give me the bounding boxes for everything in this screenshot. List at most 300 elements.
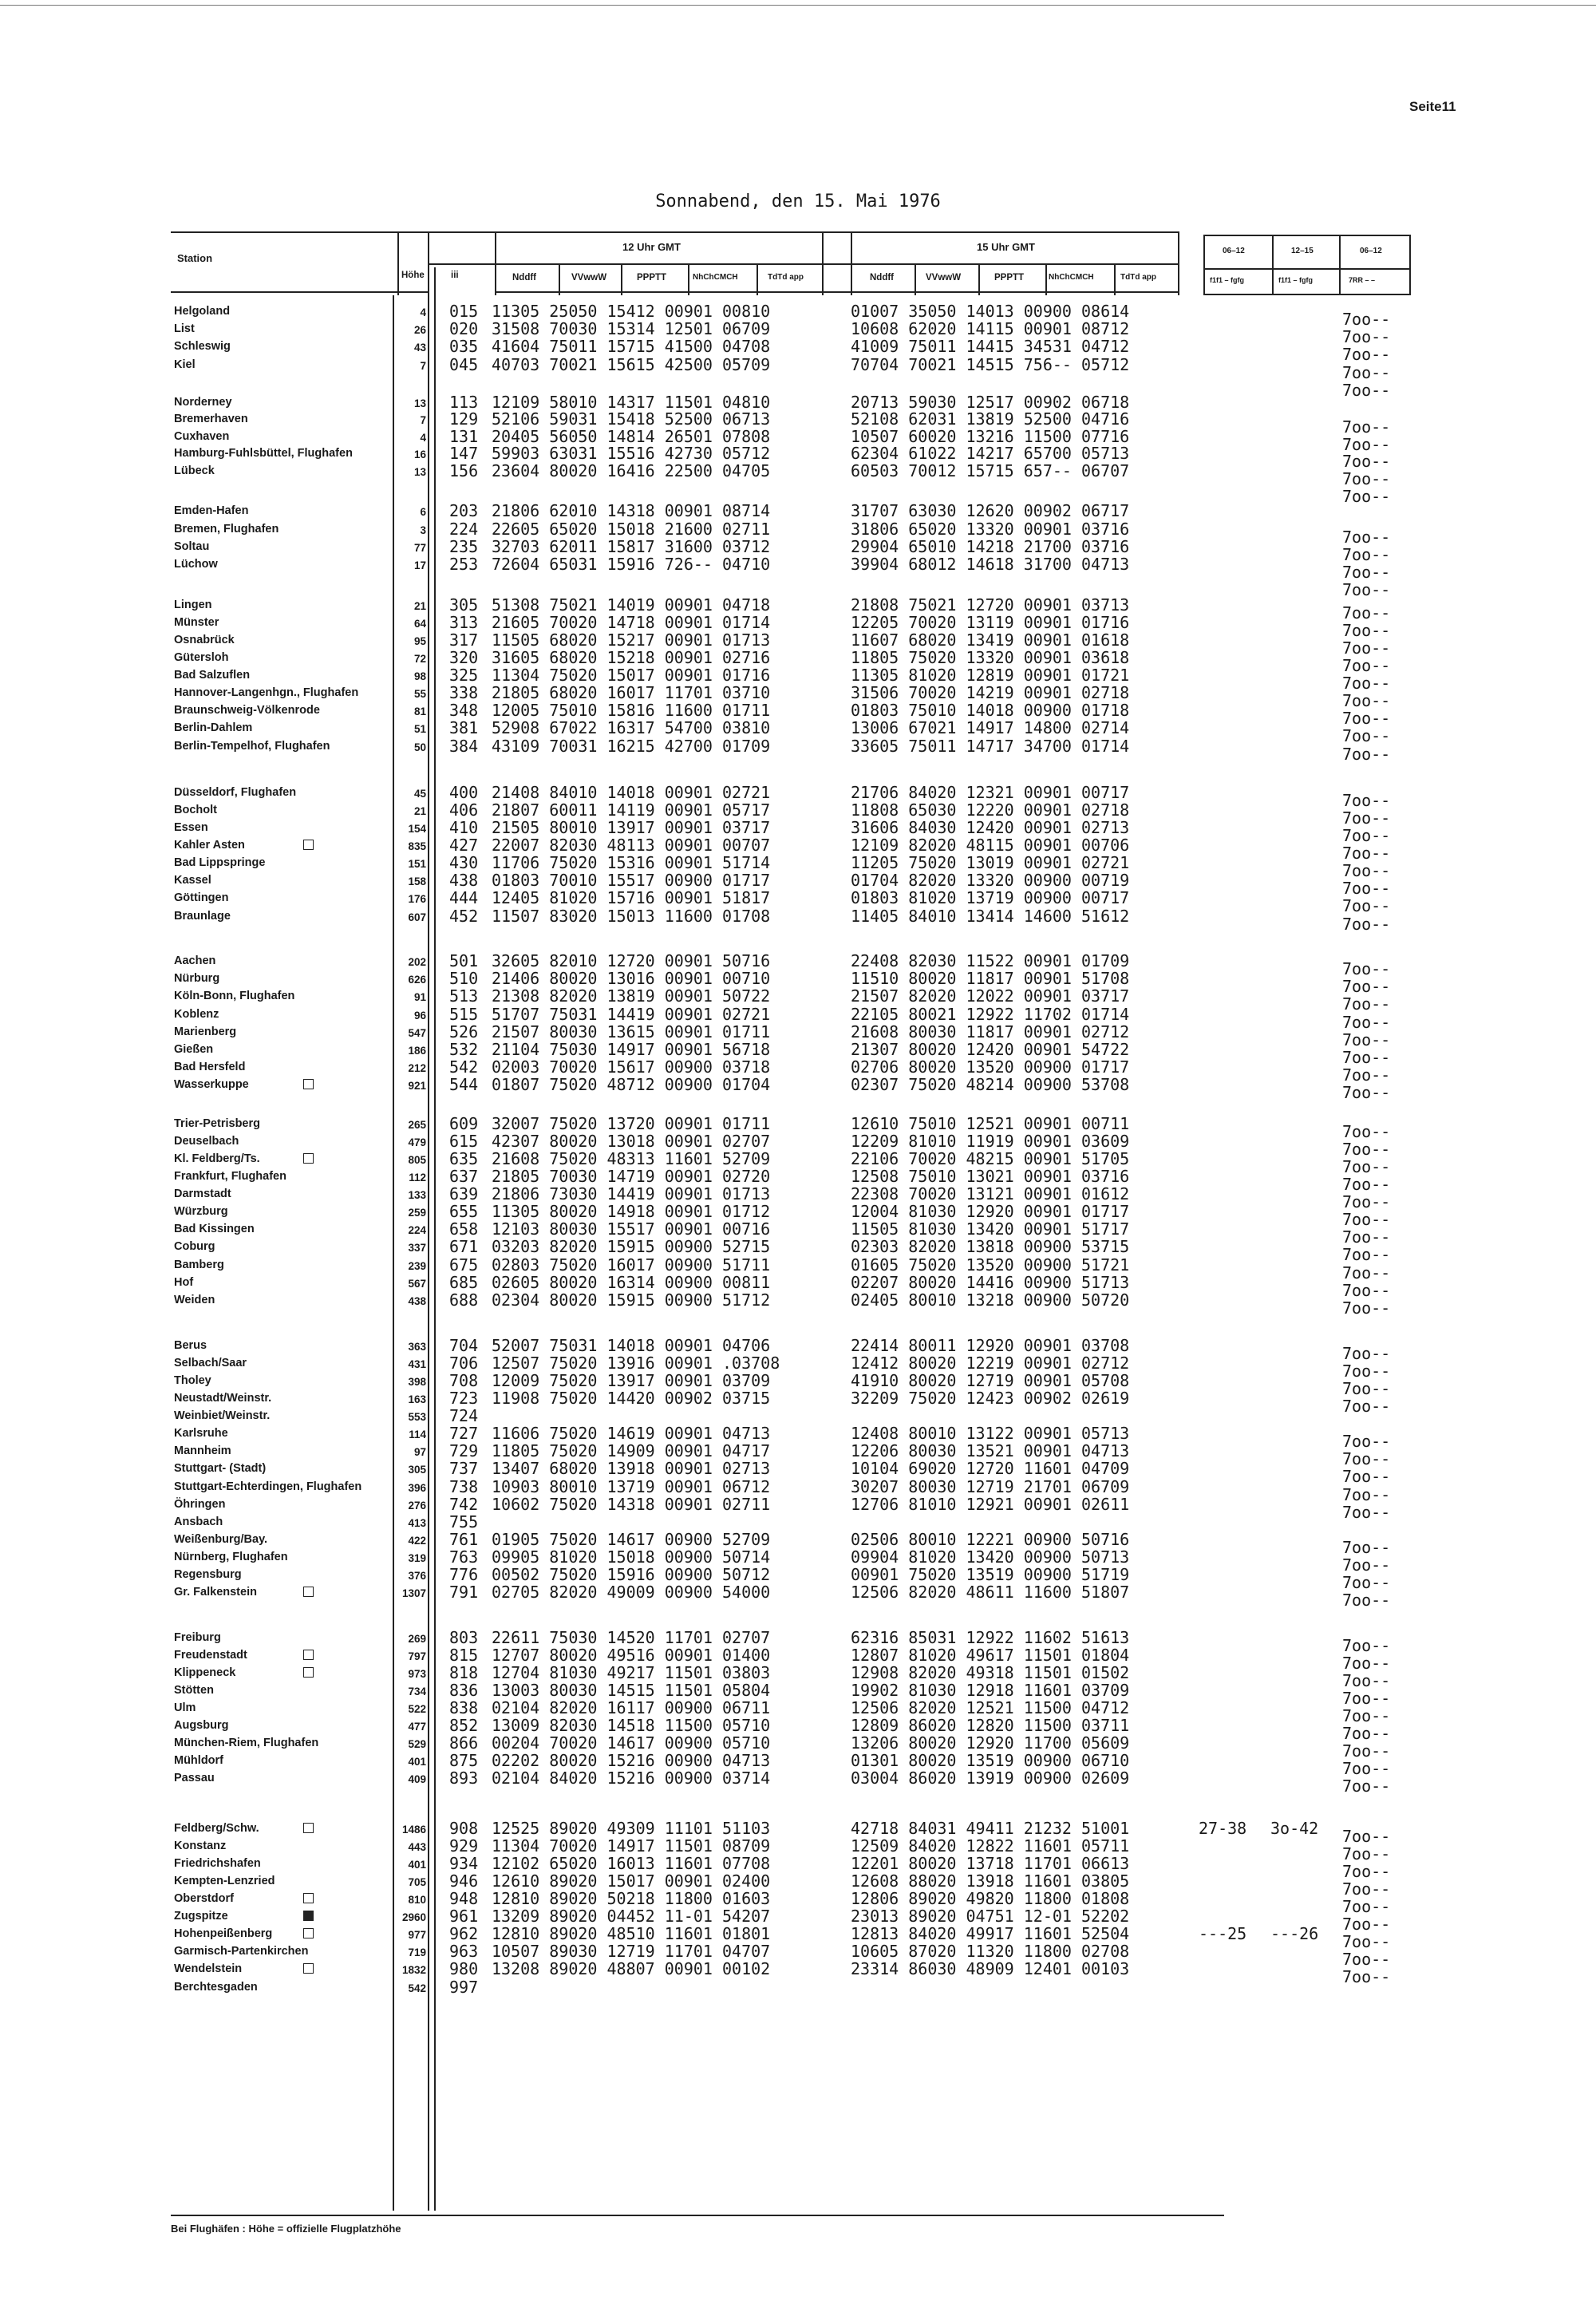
mountain-station-marker-icon (303, 1963, 314, 1974)
obs-15-gmt: 12209 81010 11919 00901 03609 (851, 1132, 1130, 1151)
precip-group: 7oo-- (1342, 1759, 1391, 1778)
precip-group: 7oo-- (1342, 417, 1391, 437)
iii-header: iii (451, 271, 459, 280)
station-name: Soltau (174, 540, 210, 553)
precip-group: 7oo-- (1342, 1950, 1391, 1969)
station-name: Selbach/Saar (174, 1357, 247, 1369)
ext3-sub: 7RR – – (1349, 276, 1376, 284)
station-height: 13 (413, 397, 426, 409)
precip-group: 7oo-- (1342, 1706, 1391, 1725)
obs-12-gmt: 11304 75020 15017 00901 01716 (492, 666, 771, 685)
obs-12-gmt: 11305 25050 15412 00901 00810 (492, 302, 771, 321)
station-height: 97 (413, 1446, 426, 1458)
station-height: 1832 (401, 1964, 426, 1976)
obs-15-gmt: 12004 81030 12920 00901 01717 (851, 1202, 1130, 1221)
precip-group: 7oo-- (1342, 1397, 1391, 1416)
precip-group: 7oo-- (1342, 452, 1391, 471)
obs-12-gmt: 21605 70020 14718 00901 01714 (492, 613, 771, 632)
obs-12-gmt: 12405 81020 15716 00901 51817 (492, 888, 771, 907)
station-height: 443 (408, 1841, 426, 1853)
obs-15-gmt: 12206 80030 13521 00901 04713 (851, 1441, 1130, 1460)
obs-15-gmt: 62316 85031 12922 11602 51613 (851, 1628, 1130, 1647)
station-number: 113 (449, 393, 479, 412)
station-number: 203 (449, 501, 479, 520)
precip-group: 7oo-- (1342, 1538, 1391, 1557)
obs-15-gmt: 10605 87020 11320 11800 02708 (851, 1942, 1130, 1961)
col-vvwww-12: VVwwW (571, 273, 607, 283)
obs-12-gmt: 00502 75020 15916 00900 50712 (492, 1565, 771, 1584)
obs-12-gmt: 12610 89020 15017 00901 02400 (492, 1871, 771, 1891)
precip-group: 7oo-- (1342, 674, 1391, 693)
obs-12-gmt: 12102 65020 16013 11601 07708 (492, 1854, 771, 1873)
precip-group: 7oo-- (1342, 345, 1391, 364)
precip-group: 7oo-- (1342, 1210, 1391, 1229)
station-number: 724 (449, 1406, 479, 1425)
obs-12-gmt: 21805 70030 14719 00901 02720 (492, 1167, 771, 1186)
station-height: 17 (413, 559, 426, 571)
station-name: Stuttgart-Echterdingen, Flughafen (174, 1480, 362, 1493)
station-number: 615 (449, 1132, 479, 1151)
station-height: 163 (408, 1393, 426, 1405)
precip-group: 7oo-- (1342, 1932, 1391, 1951)
obs-12-gmt: 52106 59031 15418 52500 06713 (492, 409, 771, 429)
station-number: 427 (449, 836, 479, 855)
obs-12-gmt: 21406 80020 13016 00901 00710 (492, 969, 771, 988)
precip-group: 7oo-- (1342, 1573, 1391, 1592)
obs-12-gmt: 59903 63031 15516 42730 05712 (492, 444, 771, 463)
station-name: Marienberg (174, 1026, 237, 1038)
obs-15-gmt: 31506 70020 14219 00901 02718 (851, 683, 1130, 702)
obs-15-gmt: 21507 82020 12022 00901 03717 (851, 986, 1130, 1006)
station-name: Gr. Falkenstein (174, 1586, 257, 1599)
obs-12-gmt: 32605 82010 12720 00901 50716 (492, 951, 771, 970)
precip-group: 7oo-- (1342, 977, 1391, 996)
precip-group: 7oo-- (1342, 1897, 1391, 1916)
station-number: 542 (449, 1057, 479, 1077)
precip-group: 7oo-- (1342, 310, 1391, 329)
precip-group: 7oo-- (1342, 1263, 1391, 1282)
obs-15-gmt: 22106 70020 48215 00901 51705 (851, 1149, 1130, 1168)
station-height: 1486 (401, 1824, 426, 1836)
obs-12-gmt: 40703 70021 15615 42500 05709 (492, 355, 771, 374)
obs-15-gmt: 31707 63030 12620 00902 06717 (851, 501, 1130, 520)
station-height: 810 (408, 1894, 426, 1906)
ext1-title: 06–12 (1223, 247, 1245, 255)
station-name: Schleswig (174, 340, 231, 353)
station-height: 553 (408, 1411, 426, 1423)
station-height: 151 (408, 858, 426, 870)
precip-group: 7oo-- (1342, 691, 1391, 710)
station-height: 176 (408, 893, 426, 905)
obs-12-gmt: 10602 75020 14318 00901 02711 (492, 1495, 771, 1514)
precip-group: 7oo-- (1342, 1654, 1391, 1673)
station-height: 413 (408, 1517, 426, 1529)
station-height: 50 (413, 741, 426, 753)
station-height: 77 (413, 542, 426, 554)
obs-15-gmt: 30207 80030 12719 21701 06709 (851, 1477, 1130, 1496)
obs-15-gmt: 12610 75010 12521 00901 00711 (851, 1114, 1130, 1133)
obs-15-gmt: 22414 80011 12920 00901 03708 (851, 1336, 1130, 1355)
station-name: Ulm (174, 1701, 196, 1714)
station-number: 875 (449, 1751, 479, 1770)
obs-15-gmt: 33605 75011 14717 34700 01714 (851, 737, 1130, 756)
station-height: 72 (413, 653, 426, 665)
precip-group: 7oo-- (1342, 603, 1391, 622)
precip-group: 7oo-- (1342, 1915, 1391, 1934)
station-name: Cuxhaven (174, 430, 230, 443)
station-number: 962 (449, 1924, 479, 1943)
station-height: 705 (408, 1876, 426, 1888)
obs-15-gmt: 11505 81030 13420 00901 51717 (851, 1219, 1130, 1239)
station-number: 430 (449, 853, 479, 872)
obs-12-gmt: 42307 80020 13018 00901 02707 (492, 1132, 771, 1151)
precip-group: 7oo-- (1342, 1281, 1391, 1300)
obs-15-gmt: 10507 60020 13216 11500 07716 (851, 427, 1130, 446)
station-number: 513 (449, 986, 479, 1006)
station-marker (298, 1928, 314, 1940)
col-ppptt-12: PPPTT (637, 273, 667, 283)
station-number: 836 (449, 1681, 479, 1700)
obs-15-gmt: 00901 75020 13519 00900 51719 (851, 1565, 1130, 1584)
obs-15-gmt: 21706 84020 12321 00901 00717 (851, 783, 1130, 802)
station-number: 708 (449, 1371, 479, 1390)
precip-group: 7oo-- (1342, 327, 1391, 346)
table-header (0, 0, 1596, 303)
precip-group: 7oo-- (1342, 1636, 1391, 1655)
obs-15-gmt: 23314 86030 48909 12401 00103 (851, 1959, 1130, 1978)
station-number: 532 (449, 1040, 479, 1059)
bottom-rule (171, 2215, 1224, 2216)
col-clouds-12: NhChCMCH (693, 273, 738, 282)
mountain-station-marker-icon (303, 1893, 314, 1903)
precip-group: 7oo-- (1342, 1591, 1391, 1610)
mountain-station-marker-icon (303, 1667, 314, 1678)
station-number: 866 (449, 1733, 479, 1753)
obs-15-gmt: 10104 69020 12720 11601 04709 (851, 1459, 1130, 1478)
mountain-station-marker-icon (303, 1079, 314, 1089)
station-marker (298, 1650, 314, 1662)
precip-group: 7oo-- (1342, 879, 1391, 898)
station-height: 547 (408, 1027, 426, 1039)
precip-group: 7oo-- (1342, 1245, 1391, 1264)
obs-12-gmt: 41604 75011 15715 41500 04708 (492, 337, 771, 356)
station-name: Freiburg (174, 1631, 221, 1644)
obs-15-gmt: 11305 81020 12819 00901 01721 (851, 666, 1130, 685)
precip-group: 7oo-- (1342, 915, 1391, 934)
station-name: Koblenz (174, 1008, 219, 1021)
obs-12-gmt: 11507 83020 15013 11600 01708 (492, 907, 771, 926)
station-name: Passau (174, 1772, 215, 1784)
obs-15-gmt: 31606 84030 12420 00901 02713 (851, 818, 1130, 837)
obs-15-gmt: 19902 81030 12918 11601 03709 (851, 1681, 1130, 1700)
precip-group: 7oo-- (1342, 1689, 1391, 1708)
station-name: Zugspitze (174, 1910, 228, 1923)
col-nddff-15: Nddff (870, 273, 895, 283)
station-name: München-Riem, Flughafen (174, 1737, 319, 1749)
precip-group: 7oo-- (1342, 1555, 1391, 1575)
obs-15-gmt: 39904 68012 14618 31700 04713 (851, 555, 1130, 574)
station-height: 114 (409, 1429, 426, 1440)
station-number: 609 (449, 1114, 479, 1133)
station-height: 3 (420, 524, 426, 536)
obs-12-gmt: 11606 75020 14619 00901 04713 (492, 1424, 771, 1443)
precip-group: 7oo-- (1342, 1776, 1391, 1796)
precip-group: 7oo-- (1342, 563, 1391, 582)
precip-group: 7oo-- (1342, 1879, 1391, 1899)
precip-group: 7oo-- (1342, 381, 1391, 400)
obs-12-gmt: 03203 82020 15915 00900 52715 (492, 1237, 771, 1256)
obs-12-gmt: 12810 89020 50218 11800 01603 (492, 1889, 771, 1908)
station-number: 235 (449, 537, 479, 556)
station-height: 977 (408, 1929, 426, 1941)
station-number: 637 (449, 1167, 479, 1186)
station-height: 16 (413, 449, 426, 460)
ext1-sub: f1f1 – fgfg (1210, 276, 1245, 284)
obs-15-gmt: 03004 86020 13919 00900 02609 (851, 1769, 1130, 1788)
station-height: 398 (408, 1376, 426, 1388)
station-height: 112 (409, 1172, 426, 1184)
station-number: 655 (449, 1202, 479, 1221)
station-height: 337 (408, 1242, 426, 1254)
col-dew-12: TdTd app (768, 273, 804, 282)
obs-15-gmt: 11805 75020 13320 00901 03618 (851, 648, 1130, 667)
obs-12-gmt: 00204 70020 14617 00900 05710 (492, 1733, 771, 1753)
station-marker (298, 1911, 314, 1923)
obs-12-gmt: 22007 82030 48113 00901 00707 (492, 836, 771, 855)
precip-group: 7oo-- (1342, 1827, 1391, 1846)
station-number: 515 (449, 1005, 479, 1024)
obs-12-gmt: 52908 67022 16317 54700 03810 (492, 718, 771, 737)
obs-12-gmt: 01905 75020 14617 00900 52709 (492, 1530, 771, 1549)
obs-15-gmt: 12813 84020 49917 11601 52504 (851, 1924, 1130, 1943)
station-height: 477 (408, 1721, 426, 1733)
precip-group: 7oo-- (1342, 638, 1391, 658)
station-number: 510 (449, 969, 479, 988)
obs-12-gmt: 13009 82030 14518 11500 05710 (492, 1716, 771, 1735)
obs-12-gmt: 13209 89020 04452 11-01 54207 (492, 1907, 771, 1926)
obs-15-gmt: 02506 80010 12221 00900 50716 (851, 1530, 1130, 1549)
precip-group: 7oo-- (1342, 1671, 1391, 1690)
station-name: Coburg (174, 1240, 215, 1253)
obs-15-gmt: 10608 62020 14115 00901 08712 (851, 319, 1130, 338)
station-height: 305 (408, 1464, 426, 1476)
station-height: 438 (408, 1295, 426, 1307)
obs-12-gmt: 12704 81030 49217 11501 03803 (492, 1663, 771, 1682)
obs-15-gmt: 41910 80020 12719 00901 05708 (851, 1371, 1130, 1390)
station-name: Berlin-Tempelhof, Flughafen (174, 740, 330, 753)
station-number: 815 (449, 1646, 479, 1665)
station-name: Bad Lippspringe (174, 856, 266, 869)
obs-12-gmt: 10903 80010 13719 00901 06712 (492, 1477, 771, 1496)
station-number: 980 (449, 1959, 479, 1978)
station-height: 734 (408, 1686, 426, 1697)
station-height: 265 (408, 1119, 426, 1131)
station-number: 635 (449, 1149, 479, 1168)
station-height: 7 (420, 360, 426, 372)
obs-15-gmt: 02207 80020 14416 00900 51713 (851, 1273, 1130, 1292)
precip-group: 7oo-- (1342, 826, 1391, 845)
obs-15-gmt: 12807 81020 49617 11501 01804 (851, 1646, 1130, 1665)
obs-12-gmt: 51707 75031 14419 00901 02721 (492, 1005, 771, 1024)
precip-group: 7oo-- (1342, 959, 1391, 978)
station-marker (298, 1587, 314, 1599)
obs-12-gmt: 09905 81020 15018 00900 50714 (492, 1547, 771, 1567)
station-number: 948 (449, 1889, 479, 1908)
station-name: Berchtesgaden (174, 1981, 258, 1994)
station-name: Braunschweig-Völkenrode (174, 704, 320, 717)
station-number: 526 (449, 1022, 479, 1041)
mountain-station-marker-icon (303, 1587, 314, 1597)
station-height: 4 (420, 432, 426, 444)
obs-12-gmt: 31605 68020 15218 00901 02716 (492, 648, 771, 667)
obs-15-gmt: 12412 80020 12219 00901 02712 (851, 1354, 1130, 1373)
station-height: 202 (408, 956, 426, 968)
obs-15-gmt: 13206 80020 12920 11700 05609 (851, 1733, 1130, 1753)
station-name: Kl. Feldberg/Ts. (174, 1152, 260, 1165)
obs-12-gmt: 11305 80020 14918 00901 01712 (492, 1202, 771, 1221)
station-name: Oberstdorf (174, 1892, 234, 1905)
ext2-sub: f1f1 – fgfg (1278, 276, 1314, 284)
precip-group: 7oo-- (1342, 1192, 1391, 1211)
obs-15-gmt: 12205 70020 13119 00901 01716 (851, 613, 1130, 632)
precip-group: 7oo-- (1342, 791, 1391, 810)
precip-group: 7oo-- (1342, 1122, 1391, 1141)
obs-12-gmt: 11706 75020 15316 00901 51714 (492, 853, 771, 872)
station-name: Öhringen (174, 1498, 226, 1511)
precip-group: 7oo-- (1342, 1344, 1391, 1363)
station-name: Berlin-Dahlem (174, 721, 253, 734)
station-height: 45 (413, 788, 426, 800)
obs-12-gmt: 21505 80010 13917 00901 03717 (492, 818, 771, 837)
obs-15-gmt: 22308 70020 13121 00901 01612 (851, 1184, 1130, 1203)
obs-15-gmt: 20713 59030 12517 00902 06718 (851, 393, 1130, 412)
obs-12-gmt: 10507 89030 12719 11701 04707 (492, 1942, 771, 1961)
station-height: 921 (408, 1080, 426, 1092)
station-height: 21 (413, 805, 426, 817)
precip-group: 7oo-- (1342, 435, 1391, 454)
station-name: Neustadt/Weinstr. (174, 1392, 272, 1405)
station-name: Köln-Bonn, Flughafen (174, 990, 295, 1002)
station-number: 501 (449, 951, 479, 970)
station-name: Friedrichshafen (174, 1857, 261, 1870)
station-height: 186 (408, 1045, 426, 1057)
precip-group: 7oo-- (1342, 469, 1391, 488)
mountain-station-marker-icon (303, 1911, 314, 1921)
station-name: List (174, 322, 195, 335)
station-number: 791 (449, 1583, 479, 1602)
station-number: 727 (449, 1424, 479, 1443)
station-name: Ansbach (174, 1516, 223, 1528)
station-number: 658 (449, 1219, 479, 1239)
station-number: 893 (449, 1769, 479, 1788)
station-number: 131 (449, 427, 479, 446)
station-number: 438 (449, 871, 479, 890)
precip-group: 7oo-- (1342, 1967, 1391, 1986)
station-number: 320 (449, 648, 479, 667)
obs-15-gmt: 02706 80020 13520 00900 01717 (851, 1057, 1130, 1077)
obs-12-gmt: 13407 68020 13918 00901 02713 (492, 1459, 771, 1478)
obs-15-gmt: 12506 82020 12521 11500 04712 (851, 1698, 1130, 1717)
station-number: 803 (449, 1628, 479, 1647)
station-marker (298, 1079, 314, 1091)
station-height: 542 (408, 1982, 426, 1994)
mountain-station-marker-icon (303, 1153, 314, 1164)
station-name: Bad Salzuflen (174, 669, 251, 682)
station-height: 719 (408, 1946, 426, 1958)
station-number: 224 (449, 520, 479, 539)
obs-12-gmt: 11304 70020 14917 11501 08709 (492, 1836, 771, 1855)
obs-12-gmt: 22605 65020 15018 21600 02711 (492, 520, 771, 539)
station-name: Bad Hersfeld (174, 1061, 246, 1073)
obs-15-gmt: 11607 68020 13419 00901 01618 (851, 630, 1130, 650)
precip-group: 7oo-- (1342, 1361, 1391, 1381)
obs-15-gmt: 32209 75020 12423 00902 02619 (851, 1389, 1130, 1408)
col-dew-15: TdTd app (1120, 273, 1156, 282)
precip-group: 7oo-- (1342, 1449, 1391, 1468)
station-number: 818 (449, 1663, 479, 1682)
obs-12-gmt: 21806 73030 14419 00901 01713 (492, 1184, 771, 1203)
station-number: 253 (449, 555, 479, 574)
station-name: Weiden (174, 1294, 215, 1306)
page-number: Seite11 (1409, 99, 1456, 114)
precip-group: 7oo-- (1342, 709, 1391, 728)
station-height: 6 (420, 506, 426, 518)
station-height: 401 (408, 1859, 426, 1871)
station-name: Kassel (174, 874, 211, 887)
station-name: Gütersloh (174, 651, 229, 664)
obs-12-gmt: 51308 75021 14019 00901 04718 (492, 595, 771, 615)
station-number: 406 (449, 800, 479, 820)
obs-12-gmt: 20405 56050 14814 26501 07808 (492, 427, 771, 446)
obs-15-gmt: 23013 89020 04751 12-01 52202 (851, 1907, 1130, 1926)
station-height: 95 (413, 635, 426, 647)
station-number: 325 (449, 666, 479, 685)
station-number: 706 (449, 1354, 479, 1373)
station-number: 742 (449, 1495, 479, 1514)
station-number: 838 (449, 1698, 479, 1717)
station-number: 400 (449, 783, 479, 802)
obs-15-gmt: 01007 35050 14013 00900 08614 (851, 302, 1130, 321)
station-height: 133 (408, 1189, 426, 1201)
obs-15-gmt: 52108 62031 13819 52500 04716 (851, 409, 1130, 429)
station-number: 704 (449, 1336, 479, 1355)
col-nddff-12: Nddff (512, 273, 537, 283)
station-name: Weißenburg/Bay. (174, 1533, 268, 1546)
station-number: 963 (449, 1942, 479, 1961)
station-height: 607 (408, 911, 426, 923)
station-number: 147 (449, 444, 479, 463)
ext3-title: 06–12 (1360, 247, 1382, 255)
obs-15-gmt: 12509 84020 12822 11601 05711 (851, 1836, 1130, 1855)
station-name: Bremerhaven (174, 413, 248, 425)
station-height: 7 (420, 414, 426, 426)
obs-15-gmt: 21808 75021 12720 00901 03713 (851, 595, 1130, 615)
precip-group: 7oo-- (1342, 861, 1391, 880)
obs-12-gmt: 12009 75020 13917 00901 03709 (492, 1371, 771, 1390)
precip-group: 7oo-- (1342, 1013, 1391, 1032)
page-title: Sonnabend, den 15. Mai 1976 (655, 192, 941, 211)
station-height: 522 (408, 1703, 426, 1715)
precip-group: 7oo-- (1342, 745, 1391, 764)
obs-15-gmt: 02405 80010 13218 00900 50720 (851, 1290, 1130, 1310)
obs-12-gmt: 21408 84010 14018 00901 02721 (492, 783, 771, 802)
station-height: 26 (413, 324, 426, 336)
station-height: 212 (408, 1062, 426, 1074)
station-name: Münster (174, 616, 219, 629)
precip-group: 7oo-- (1342, 1157, 1391, 1176)
obs-15-gmt: 70704 70021 14515 756-- 05712 (851, 355, 1130, 374)
station-number: 305 (449, 595, 479, 615)
